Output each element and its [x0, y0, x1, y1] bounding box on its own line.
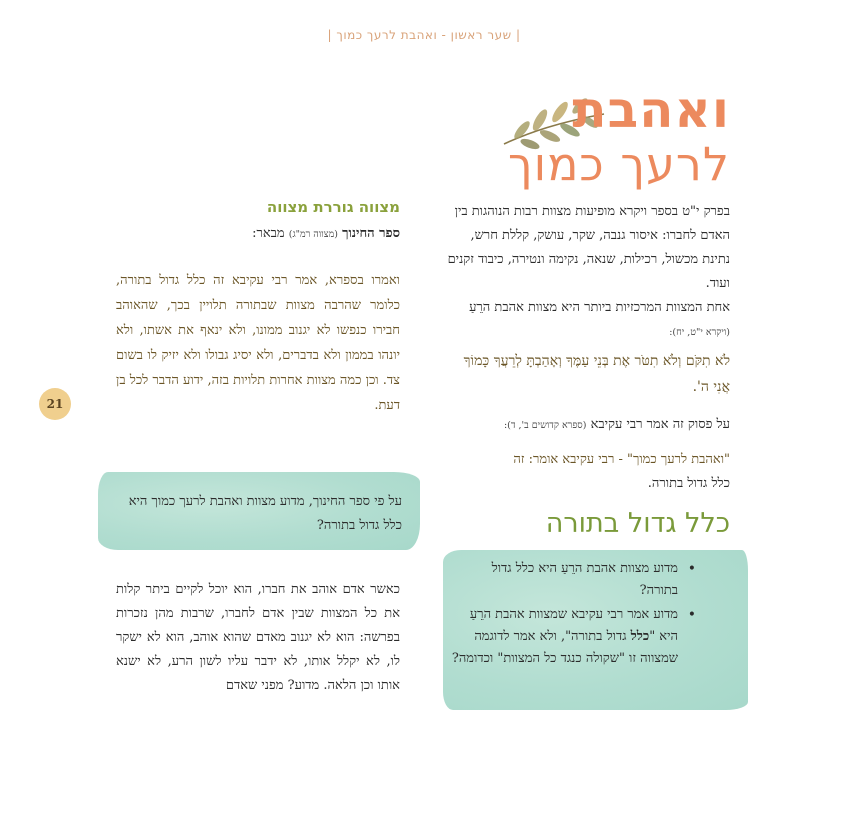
question-item-2: [451, 604, 696, 670]
chinuch-citation: (מצווה רמ"ג): [288, 229, 338, 240]
chinuch-question: על פי ספר החינוך, מדוע מצוות ואהבת לרעך כמוך היא כלל גדול בתורה?: [128, 494, 402, 533]
akiva-quote-text: "ואהבת לרעך כמוך" - רבי עקיבא אומר: זה: [513, 452, 730, 467]
intro-paragraph-2: [445, 296, 730, 345]
closing-paragraph: כאשר אדם אוהב את חברו, הוא יוכל לקיים ביתר קלות את כל המצוות שבין אדם לחברו, שרבות מהן נזכרות בפרשה: הוא לא יגנוב מאדם שהוא אוהב, הוא לא ישקר לו, לא יקלל אותו, לא ידבר עליו לשון הרע, לא ישנא אותו וכן הלאה. מדוע? מפני שאדם: [116, 582, 400, 693]
title-line-1: ואהבת: [572, 81, 730, 139]
page-number-badge: 21: [39, 388, 71, 420]
akiva-intro-text: על פסוק זה אמר רבי עקיבא: [590, 417, 730, 432]
chinuch-source-line: [116, 224, 400, 245]
klal-gadol-heading: כלל גדול בתורה: [545, 508, 730, 539]
akiva-quote: [445, 448, 730, 496]
mitzva-goreret-heading: מצווה גוררת מצווה: [266, 198, 400, 216]
akiva-intro: [445, 414, 730, 437]
chinuch-suffix: מבאר:: [252, 226, 285, 241]
akiva-citation: (ספרא קדושים ב', ד):: [503, 420, 587, 431]
intro-paragraph-2-text: אחת המצוות המרכזיות ביותר היא מצוות אהבת הרֵעַ: [469, 300, 730, 315]
question-item-1: [451, 558, 696, 602]
intro-citation: (ויקרא י"ט, יח):: [669, 327, 730, 338]
questions-list: [451, 558, 696, 672]
intro-paragraph-1: בפרק י"ט בספר ויקרא מופיעות מצוות רבות הנוהגות בין האדם לחברו: איסור גנבה, שקר, עושק, קללת חרש, נתינת מכשול, רכילות, שנאה, נקימה ונטירה, כיבוד זקנים ועוד.: [447, 204, 730, 291]
akiva-quote-end: כלל גדול בתורה.: [647, 476, 730, 491]
running-title: שער ראשון - ואהבת לרעך כמוך: [336, 28, 512, 42]
title-line-2: לרעך כמוך: [507, 137, 730, 191]
question-2-before: מדוע אמר רבי עקיבא שמצוות אהבת הרֵעַ היא ": [469, 607, 678, 644]
sifra-quote: ואמרו בספרא, אמר רבי עקיבא זה כלל גדול בתורה, כלומר שהרבה מצוות שבתורה תלויין בכך, שהאוהב חבירו כנפשו לא יגנוב ממונו, ולא ינאף את אשתו, ולא יונהו בממון ולא בדברים, ולא יסיג גבולו ולא יזיק לו בשום צד. וכן כמה מצוות אחרות תלויות בזה, ידוע הדבר לכל בן דעת.: [116, 273, 400, 413]
question-2-bold: כלל: [630, 629, 650, 644]
intro-section: [445, 200, 730, 345]
question-1-text: מדוע מצוות אהבת הרֵעַ היא כלל גדול בתורה?: [491, 561, 678, 598]
question-2-after: גדול בתורה", ולא אמר לדוגמה שמצווה זו "שקולה כנגד כל המצוות" וכדומה?: [451, 629, 678, 666]
running-header: | שער ראשון - ואהבת לרעך כמוך |: [327, 28, 521, 42]
torah-verse: לֹא תִקֹּם וְלֹא תִטֹּר אֶת בְּנֵי עַמֶּךָ וְאָהַבְתָּ לְרֵעֲךָ כָּמוֹךָ אֲנִי ה'.: [463, 353, 730, 395]
chinuch-source: ספר החינוך: [342, 226, 400, 241]
